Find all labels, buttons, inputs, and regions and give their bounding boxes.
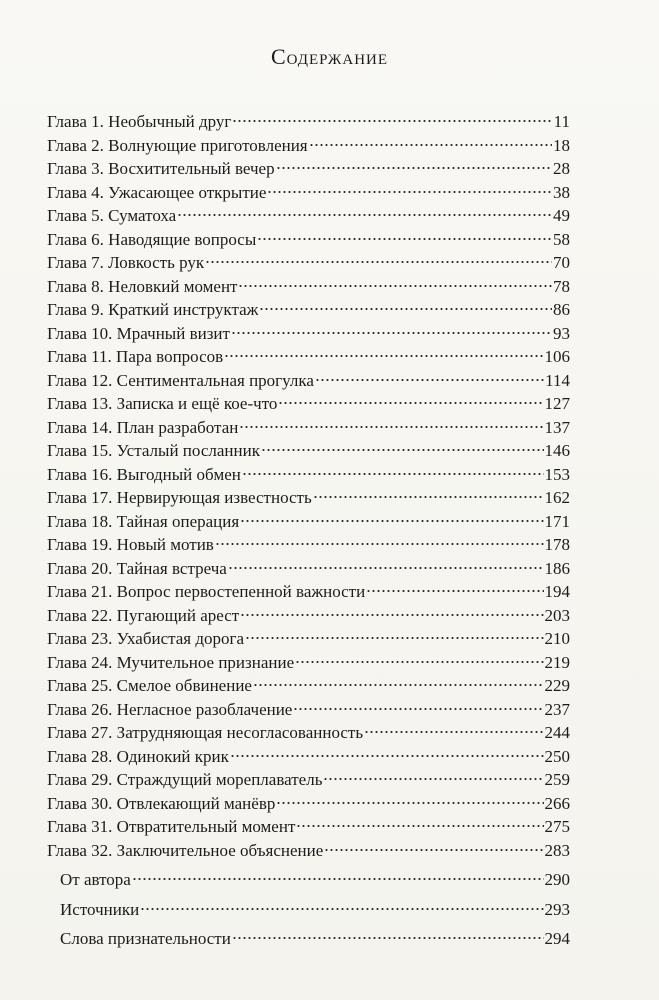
toc-entry — [47, 557, 570, 581]
dot-leader — [295, 660, 543, 664]
toc-entry — [47, 110, 570, 134]
toc-entry-page-number: 18 — [553, 135, 570, 155]
toc-entry-title: Глава 11. Пара вопросов — [47, 347, 224, 366]
toc-entry — [47, 698, 570, 722]
toc-entry-title: Глава 22. Пугающий арест — [47, 605, 240, 625]
dot-leader — [205, 260, 552, 264]
toc-entry — [47, 721, 570, 745]
dot-leader — [240, 613, 543, 617]
toc-entry-title: Глава 10. Мрачный визит — [47, 323, 230, 343]
dot-leader — [293, 707, 543, 711]
dot-leader — [257, 237, 552, 241]
toc-entry — [47, 868, 570, 892]
dot-leader — [140, 907, 543, 911]
toc-entry-title: Глава 26. Негласное разоблачение — [47, 699, 293, 719]
toc-entry-title: Глава 23. Ухабистая дорога — [47, 629, 245, 648]
toc-entry — [47, 157, 570, 181]
dot-leader — [215, 542, 544, 546]
dot-leader — [296, 824, 543, 828]
toc-entry-title: Глава 6. Наводящие вопросы — [47, 229, 257, 249]
dot-leader — [245, 636, 543, 640]
toc-entry-page-number: 146 — [544, 441, 570, 460]
toc-entry-title: Глава 15. Усталый посланник — [47, 441, 260, 460]
toc-entry — [47, 768, 570, 792]
toc-entry — [47, 228, 570, 252]
dot-leader — [228, 566, 544, 570]
toc-entry-page-number: 250 — [544, 746, 570, 766]
toc-entry-title: Глава 1. Необычный друг — [47, 112, 232, 131]
toc-entry-page-number: 70 — [553, 253, 570, 272]
toc-entry — [47, 204, 570, 228]
toc-entry — [47, 651, 570, 675]
toc-entry-page-number: 229 — [544, 676, 570, 695]
dot-leader — [177, 213, 552, 217]
toc-entry-page-number: 244 — [544, 723, 570, 742]
dot-leader — [276, 801, 543, 805]
dot-leader — [231, 331, 552, 335]
dot-leader — [232, 119, 552, 123]
toc-entry-title: Глава 25. Смелое обвинение — [47, 676, 252, 695]
toc-entry-page-number: 114 — [545, 370, 570, 390]
toc-entry — [47, 392, 570, 416]
toc-entry — [47, 345, 570, 369]
toc-entry — [47, 927, 570, 951]
dot-leader — [324, 848, 543, 852]
toc-entry-page-number: 290 — [544, 870, 570, 889]
dot-leader — [240, 519, 543, 523]
toc-entry-title: Глава 17. Нервирующая известность — [47, 488, 312, 507]
toc-entry — [47, 134, 570, 158]
toc-entry-page-number: 194 — [544, 582, 570, 601]
dot-leader — [309, 143, 552, 147]
toc-entry-title: Глава 20. Тайная встреча — [47, 558, 227, 578]
toc-entry-page-number: 58 — [553, 229, 570, 249]
toc-entry-title: Глава 7. Ловкость рук — [47, 253, 205, 272]
toc-entry-title: Глава 12. Сентиментальная прогулка — [47, 370, 314, 390]
toc-entry-page-number: 293 — [544, 899, 570, 919]
dot-leader — [323, 777, 543, 781]
dot-leader — [253, 683, 544, 687]
toc-entry-page-number: 266 — [544, 793, 570, 813]
toc-entry — [47, 604, 570, 628]
toc-entry-title: Глава 28. Одинокий крик — [47, 746, 229, 766]
toc-entry — [47, 486, 570, 510]
toc-entry-title: Глава 8. Неловкий момент — [47, 276, 238, 296]
toc-entry-page-number: 28 — [553, 159, 570, 178]
toc-entry-title: Глава 27. Затрудняющая несогласованность — [47, 723, 364, 742]
toc-entry-page-number: 86 — [553, 300, 570, 319]
toc-entry-title: Глава 14. План разработан — [47, 417, 239, 437]
toc-entry — [47, 251, 570, 275]
table-of-contents — [47, 110, 570, 951]
toc-entry-title: Источники — [60, 899, 140, 919]
dot-leader — [232, 936, 544, 940]
toc-entry-page-number: 38 — [553, 182, 570, 202]
toc-entry — [47, 627, 570, 651]
toc-entry-page-number: 203 — [544, 605, 570, 625]
toc-entry-page-number: 219 — [544, 652, 570, 672]
toc-entry — [47, 839, 570, 863]
dot-leader — [313, 495, 544, 499]
toc-entry-page-number: 11 — [553, 112, 570, 131]
toc-entry-title: Глава 16. Выгодный обмен — [47, 464, 241, 484]
toc-entry — [47, 416, 570, 440]
dot-leader — [267, 190, 552, 194]
toc-entry-page-number: 210 — [544, 629, 570, 648]
dot-leader — [364, 730, 543, 734]
toc-entry-page-number: 78 — [553, 276, 570, 296]
toc-entry — [47, 298, 570, 322]
toc-entry — [47, 898, 570, 922]
toc-entry-title: Глава 29. Страждущий мореплаватель — [47, 770, 323, 789]
toc-entry-page-number: 283 — [544, 840, 570, 860]
toc-entry — [47, 322, 570, 346]
toc-entry-page-number: 171 — [544, 511, 570, 531]
toc-entry — [47, 533, 570, 557]
toc-entry-title: От автора — [60, 870, 131, 889]
toc-entry-page-number: 237 — [544, 699, 570, 719]
toc-entry-page-number: 186 — [544, 558, 570, 578]
dot-leader — [315, 378, 544, 382]
toc-entry-page-number: 275 — [544, 817, 570, 836]
dot-leader — [132, 877, 544, 881]
toc-entry — [47, 439, 570, 463]
toc-entry-title: Глава 32. Заключительное объяснение — [47, 840, 324, 860]
toc-entry-title: Глава 18. Тайная операция — [47, 511, 240, 531]
dot-leader — [239, 425, 543, 429]
toc-entry-page-number: 137 — [544, 417, 570, 437]
toc-entry-title: Глава 21. Вопрос первостепенной важности — [47, 582, 366, 601]
toc-entry-title: Глава 30. Отвлекающий манёвр — [47, 793, 276, 813]
dot-leader — [224, 354, 543, 358]
toc-entry-page-number: 153 — [544, 464, 570, 484]
toc-entry — [47, 181, 570, 205]
toc-entry-title: Глава 9. Краткий инструктаж — [47, 300, 259, 319]
toc-entry-page-number: 93 — [553, 323, 570, 343]
toc-entry-title: Глава 13. Записка и ещё кое-что — [47, 394, 278, 413]
dot-leader — [278, 401, 543, 405]
toc-entry-title: Глава 31. Отвратительный момент — [47, 817, 296, 836]
toc-entry — [47, 510, 570, 534]
toc-entry — [47, 275, 570, 299]
dot-leader — [259, 307, 552, 311]
toc-entry-page-number: 127 — [544, 394, 570, 413]
toc-entry-page-number: 106 — [544, 347, 570, 366]
dot-leader — [366, 589, 543, 593]
toc-entry — [47, 745, 570, 769]
toc-entry-title: Глава 24. Мучительное признание — [47, 652, 295, 672]
toc-entry-page-number: 49 — [553, 206, 570, 225]
toc-entry-page-number: 162 — [544, 488, 570, 507]
toc-entry-title: Глава 19. Новый мотив — [47, 535, 214, 554]
toc-entry-title: Глава 4. Ужасающее открытие — [47, 182, 267, 202]
toc-entry-page-number: 178 — [544, 535, 570, 554]
dot-leader — [261, 448, 544, 452]
toc-entry — [47, 792, 570, 816]
toc-entry-title: Слова признательности — [60, 929, 231, 948]
toc-entry — [47, 369, 570, 393]
toc-entry-title: Глава 3. Восхитительный вечер — [47, 159, 275, 178]
toc-entry-title: Глава 5. Суматоха — [47, 206, 177, 225]
dot-leader — [230, 754, 544, 758]
toc-entry — [47, 674, 570, 698]
toc-entry — [47, 463, 570, 487]
toc-entry — [47, 815, 570, 839]
dot-leader — [276, 166, 552, 170]
dot-leader — [242, 472, 544, 476]
toc-entry-page-number: 294 — [544, 929, 570, 948]
page-title: Содержание — [270, 44, 389, 69]
toc-entry-page-number: 259 — [544, 770, 570, 789]
dot-leader — [238, 284, 552, 288]
toc-entry-title: Глава 2. Волнующие приготовления — [47, 135, 308, 155]
toc-entry — [47, 580, 570, 604]
